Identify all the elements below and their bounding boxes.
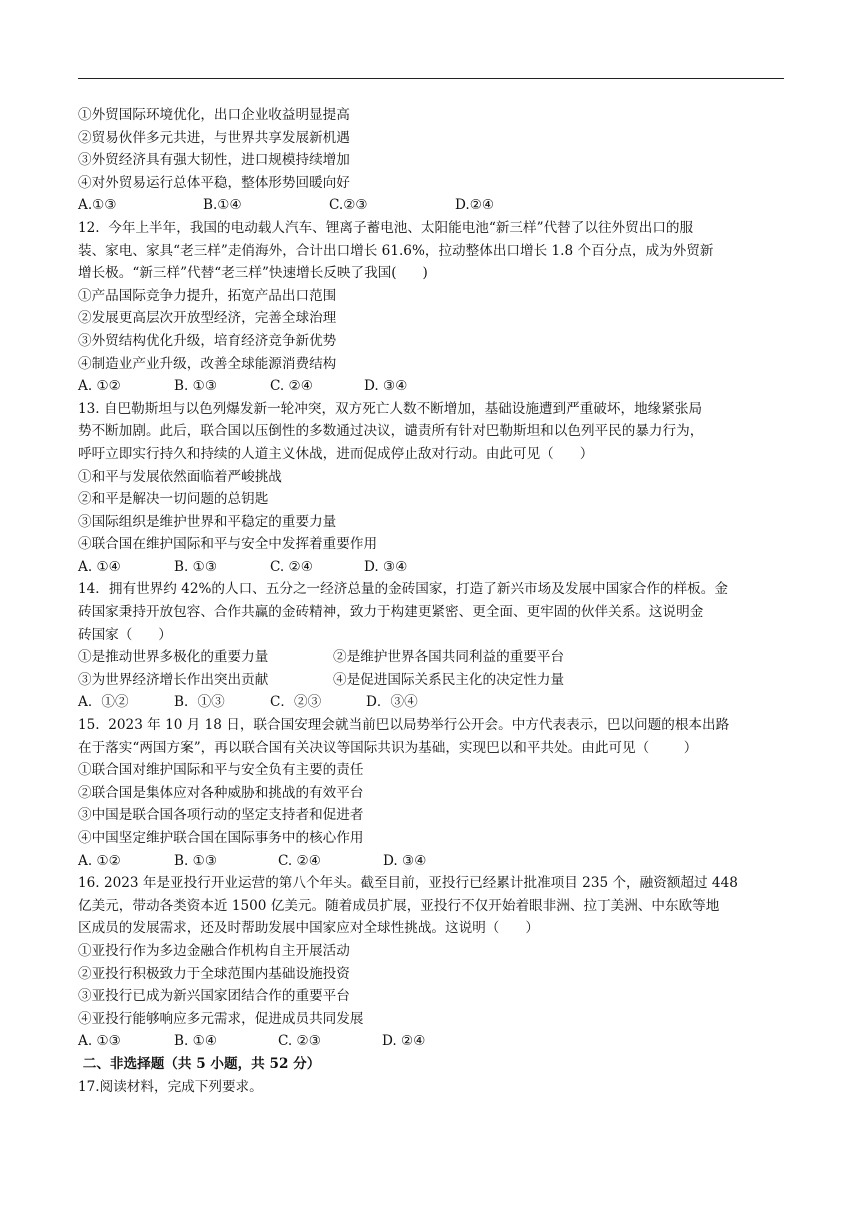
q12-options <box>78 375 784 398</box>
q13-item-2: ②和平是解决一切问题的总钥匙 <box>78 491 269 508</box>
q12-option-a: A. ①② <box>78 378 121 395</box>
q12-block <box>78 217 784 398</box>
q12-stem-line-3: 增长极。“新三样”代替“老三样”快速增长反映了我国( ) <box>78 265 428 282</box>
q13-stem-line-1: 13. 自巴勒斯坦与以色列爆发新一轮冲突，双方死亡人数不断增加，基础设施遭到严重破坏，地缘紧张局 <box>78 400 703 417</box>
q11-item-1: ①外贸国际环境优化，出口企业收益明显提高 <box>78 107 350 123</box>
q13-option-d: D. ③④ <box>364 558 408 575</box>
q11-option-b: B.①④ <box>203 197 242 214</box>
q16-item-2: ②亚投行积极致力于全球范围内基础设施投资 <box>78 965 350 982</box>
q14-items-row-1 <box>78 646 784 669</box>
q12-item-1: ①产品国际竞争力提升，拓宽产品出口范围 <box>78 287 337 304</box>
q14-item-1: ①是推动世界多极化的重要力量 <box>78 649 269 666</box>
q11-option-c: C.②③ <box>329 197 368 214</box>
q16-option-a: A. ①③ <box>78 1033 121 1050</box>
q11-block <box>78 104 784 217</box>
q15-option-d: D. ③④ <box>383 852 427 869</box>
q11-option-d: D.②④ <box>455 197 495 214</box>
q12-item-3: ③外贸结构优化升级，培育经济竞争新优势 <box>78 332 337 349</box>
q14-item-4: ④是促进国际关系民主化的决定性力量 <box>333 671 565 688</box>
exam-content <box>78 104 784 1098</box>
header-rule <box>78 78 784 79</box>
q13-item-1: ①和平与发展依然面临着严峻挑战 <box>78 468 282 485</box>
q13-option-a: A. ①④ <box>78 558 121 575</box>
q16-item-3: ③亚投行已成为新兴国家团结合作的重要平台 <box>78 988 350 1005</box>
q14-option-a: A．①② <box>78 694 129 711</box>
q14-item-2: ②是维护世界各国共同利益的重要平台 <box>333 649 565 666</box>
q16-options <box>78 1030 784 1053</box>
q14-item-3: ③为世界经济增长作出突出贡献 <box>78 671 269 688</box>
q14-stem-line-1: 14．拥有世界约 42%的人口、五分之一经济总量的金砖国家，打造了新兴市场及发展中国家合作的样板。金 <box>78 581 728 598</box>
q12-stem-line-1: 12. 今年上半年，我国的电动载人汽车、锂离子蓄电池、太阳能电池“新三样”代替了以往外贸出口的服 <box>78 219 694 236</box>
q15-block <box>78 714 784 872</box>
q13-stem-line-2: 势不断加剧。此后，联合国以压倒性的多数通过决议，谴责所有针对巴勒斯坦和以色列平民的暴力行为， <box>78 423 704 440</box>
q11-item-3: ③外贸经济具有强大韧性，进口规模持续增加 <box>78 152 350 169</box>
q15-options <box>78 850 784 873</box>
q12-item-4: ④制造业产业升级，改善全球能源消费结构 <box>78 355 337 372</box>
q11-option-a: A.①③ <box>78 197 117 214</box>
q13-block <box>78 398 784 579</box>
q14-option-c: C．②③ <box>270 694 322 711</box>
q16-block <box>78 872 784 1053</box>
q15-item-3: ③中国是联合国各项行动的坚定支持者和促进者 <box>78 807 364 824</box>
q13-option-c: C. ②④ <box>270 558 313 575</box>
q15-item-4: ④中国坚定维护联合国在国际事务中的核心作用 <box>78 830 364 846</box>
q14-block <box>78 578 784 714</box>
q14-items-row-2 <box>78 669 784 692</box>
q13-option-b: B. ①③ <box>174 558 218 575</box>
q12-stem-line-2: 装、家电、家具“老三样”走俏海外，合计出口增长 61.6%，拉动整体出口增长 1.8 个百分点，成为外贸新 <box>78 242 714 259</box>
q16-stem-line-3: 区成员的发展需求，还及时帮助发展中国家应对全球性挑战。这说明（ ） <box>78 920 539 937</box>
q11-item-4: ④对外贸易运行总体平稳，整体形势回暖向好 <box>78 174 350 191</box>
q16-option-c: C. ②③ <box>278 1033 321 1050</box>
q14-option-d: D．③④ <box>366 694 418 711</box>
q13-item-4: ④联合国在维护国际和平与安全中发挥着重要作用 <box>78 536 378 553</box>
q12-option-d: D. ③④ <box>364 378 408 395</box>
q15-option-c: C. ②④ <box>278 852 321 869</box>
q15-item-2: ②联合国是集体应对各种威胁和挑战的有效平台 <box>78 784 364 801</box>
q16-item-4: ④亚投行能够响应多元需求，促进成员共同发展 <box>78 1010 364 1027</box>
q15-option-b: B. ①③ <box>174 852 218 869</box>
q15-stem-line-1: 15. 2023 年 10 月 18 日，联合国安理会就当前巴以局势举行公开会。中方代表表示，巴以问题的根本出路 <box>78 717 730 734</box>
q12-item-2: ②发展更高层次开放型经济，完善全球治理 <box>78 310 337 327</box>
q16-item-1: ①亚投行作为多边金融合作机构自主开展活动 <box>78 942 350 959</box>
q16-stem-line-2: 亿美元，带动各类资本近 1500 亿美元。随着成员扩展，亚投行不仅开始着眼非洲、拉丁美洲、中东欧等地 <box>78 897 720 914</box>
q11-options <box>78 194 784 217</box>
q13-stem-line-3: 呼吁立即实行持久和持续的人道主义休战，进而促成停止敌对行动。由此可见（ ） <box>78 445 594 462</box>
q17-stem: 17.阅读材料，完成下列要求。 <box>78 1078 263 1095</box>
q13-options <box>78 556 784 579</box>
q16-option-d: D. ②④ <box>382 1033 426 1050</box>
q14-option-b: B．①③ <box>174 694 225 711</box>
section-2-heading: 二、非选择题（共 5 小题，共 52 分） <box>78 1055 321 1072</box>
q12-option-b: B. ①③ <box>174 378 218 395</box>
q16-option-b: B. ①④ <box>174 1033 218 1050</box>
q13-item-3: ③国际组织是维护世界和平稳定的重要力量 <box>78 513 337 530</box>
q15-stem-line-2: 在于落实“两国方案”，再以联合国有关决议等国际共识为基础，实现巴以和平共处。由此可见（ ） <box>78 739 698 756</box>
q15-item-1: ①联合国对维护国际和平与安全负有主要的责任 <box>78 762 364 779</box>
q14-stem-line-2: 砖国家秉持开放包容、合作共赢的金砖精神，致力于构建更紧密、更全面、更牢固的伙伴关系。这说明金 <box>78 604 704 621</box>
q12-option-c: C. ②④ <box>270 378 313 395</box>
q16-stem-line-1: 16. 2023 年是亚投行开业运营的第八个年头。截至目前，亚投行已经累计批准项目 235 个，融资额超过 448 <box>78 875 738 892</box>
q11-item-2: ②贸易伙伴多元共进，与世界共享发展新机遇 <box>78 129 350 146</box>
q15-option-a: A. ①② <box>78 852 121 869</box>
q14-stem-line-3: 砖国家（ ） <box>78 626 172 643</box>
q14-options <box>78 691 784 714</box>
